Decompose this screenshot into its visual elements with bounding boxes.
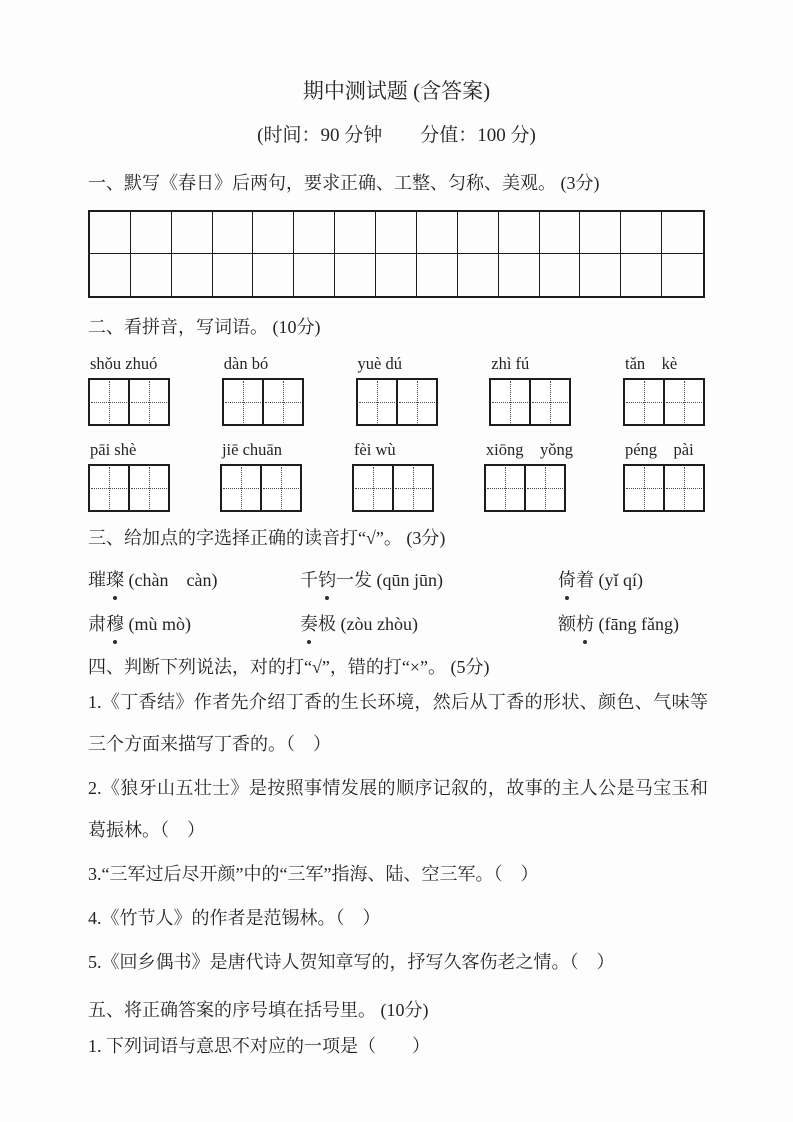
pinyin-label: jiē chuān — [221, 440, 282, 459]
tianzige-grid — [623, 378, 705, 426]
true-false-question-2: 2.《狼牙山五壮士》是按照事情发展的顺序记叙的，故事的主人公是马宝玉和葛振林。（ ） — [88, 778, 708, 840]
pinyin-word-xiongyong — [484, 440, 573, 512]
pinyin-options: (qūn jūn) — [372, 570, 443, 590]
grid-cell — [376, 212, 417, 254]
tianzige-grid — [88, 464, 170, 512]
grid-cell — [213, 254, 254, 296]
true-false-question-3: 3.“三军过后尽开颜”中的“三军”指海、陆、空三军。（ ） — [88, 864, 539, 884]
grid-cell — [335, 254, 376, 296]
grid-cell — [90, 254, 131, 296]
tian-cell — [625, 466, 665, 510]
reading-choice-line-1 — [88, 565, 708, 595]
pinyin-row-1 — [88, 354, 705, 426]
grid-cell — [499, 212, 540, 254]
tian-cell — [394, 466, 432, 510]
tianzige-grid — [484, 464, 566, 512]
tianzige-grid — [220, 464, 302, 512]
word-text: 着 — [576, 570, 594, 590]
section-2-heading: 二、看拼音，写词语。 (10分) — [88, 317, 321, 337]
tian-cell — [358, 380, 398, 424]
grid-cell — [294, 254, 335, 296]
word-text: 极 — [318, 614, 336, 634]
dotted-char: 枋 — [576, 609, 594, 639]
reading-item-yizhe — [558, 565, 708, 595]
grid-cell — [540, 212, 581, 254]
grid-cell — [172, 212, 213, 254]
pinyin-word-danbo — [222, 354, 304, 426]
grid-cell — [417, 212, 458, 254]
reading-item-sumu — [88, 609, 300, 639]
grid-cell — [580, 212, 621, 254]
reading-choice-line-2 — [88, 609, 708, 639]
pinyin-label: tǎn kè — [625, 354, 678, 373]
section-4-heading: 四、判断下列说法，对的打“√”，错的打“×”。 (5分) — [88, 657, 490, 677]
tian-cell — [625, 380, 665, 424]
grid-cell — [662, 212, 703, 254]
grid-cell — [172, 254, 213, 296]
pinyin-word-paishe — [88, 440, 170, 512]
pinyin-options: (yǐ qí) — [594, 570, 643, 590]
reading-item-cuican — [88, 565, 300, 595]
word-text: 额 — [558, 614, 576, 634]
section-5-heading: 五、将正确答案的序号填在括号里。 (10分) — [88, 1000, 429, 1020]
tian-cell — [90, 380, 130, 424]
tian-cell — [665, 380, 703, 424]
pinyin-label: fèi wù — [353, 440, 396, 459]
grid-cell — [662, 254, 703, 296]
grid-cell — [458, 254, 499, 296]
grid-cell — [131, 212, 172, 254]
true-false-question-5: 5.《回乡偶书》是唐代诗人贺知章写的，抒写久客伤老之情。（ ） — [88, 952, 615, 972]
grid-cell — [294, 212, 335, 254]
dotted-char: 钧 — [318, 565, 336, 595]
word-text: 璀 — [88, 570, 106, 590]
grid-cell — [621, 212, 662, 254]
grid-cell — [580, 254, 621, 296]
tian-cell — [491, 380, 531, 424]
pinyin-label: shǒu zhuó — [90, 354, 158, 373]
tianzige-grid — [88, 378, 170, 426]
reading-item-efang — [558, 609, 708, 639]
grid-cell — [335, 212, 376, 254]
tian-cell — [90, 466, 130, 510]
tian-cell — [224, 380, 264, 424]
tian-cell — [526, 466, 564, 510]
reading-item-qianjunyifa — [300, 565, 558, 595]
pinyin-word-jiechuan — [220, 440, 302, 512]
grid-cell — [417, 254, 458, 296]
page-title: 期中测试题 (含答案) — [302, 79, 491, 103]
dictation-writing-grid — [88, 210, 705, 298]
tian-cell — [130, 466, 168, 510]
tian-cell — [665, 466, 703, 510]
tianzige-grid — [489, 378, 571, 426]
word-text: 肃 — [88, 614, 106, 634]
pinyin-label: péng pài — [624, 440, 694, 459]
tianzige-grid — [356, 378, 438, 426]
grid-cell — [253, 212, 294, 254]
tianzige-grid — [623, 464, 705, 512]
dotted-char: 璨 — [106, 565, 124, 595]
tian-cell — [354, 466, 394, 510]
pinyin-row-2 — [88, 440, 705, 512]
true-false-question-4: 4.《竹节人》的作者是范锡林。（ ） — [88, 908, 381, 928]
grid-cell — [131, 254, 172, 296]
tian-cell — [262, 466, 300, 510]
exam-time-score-info: (时间：90 分钟 分值：100 分) — [257, 125, 536, 146]
pinyin-word-zhifu — [489, 354, 571, 426]
pinyin-word-yuedu — [356, 354, 438, 426]
tianzige-grid — [222, 378, 304, 426]
grid-cell — [253, 254, 294, 296]
section-3-heading: 三、给加点的字选择正确的读音打“√”。 (3分) — [88, 528, 446, 548]
dotted-char: 倚 — [558, 565, 576, 595]
multiple-choice-question-1: 1. 下列词语与意思不对应的一项是（ ） — [88, 1036, 430, 1056]
grid-cell — [499, 254, 540, 296]
pinyin-word-pengpai — [623, 440, 705, 512]
pinyin-options: (mù mò) — [124, 614, 191, 634]
tian-cell — [130, 380, 168, 424]
true-false-question-1: 1.《丁香结》作者先介绍丁香的生长环境，然后从丁香的形状、颜色、气味等三个方面来描写丁香的。（ ） — [88, 692, 708, 754]
pinyin-options: (fāng fǎng) — [594, 614, 679, 634]
dotted-char: 奏 — [300, 609, 318, 639]
dotted-char: 穆 — [106, 609, 124, 639]
grid-cell — [90, 212, 131, 254]
grid-cell — [458, 212, 499, 254]
pinyin-label: pāi shè — [90, 440, 137, 459]
grid-cell — [621, 254, 662, 296]
section-1-heading: 一、默写《春日》后两句，要求正确、工整、匀称、美观。 (3分) — [88, 173, 600, 193]
pinyin-label: yuè dú — [357, 354, 402, 373]
pinyin-options: (zòu zhòu) — [336, 614, 418, 634]
pinyin-word-shouzhuo — [88, 354, 170, 426]
tian-cell — [398, 380, 436, 424]
pinyin-word-feiwu — [352, 440, 434, 512]
tian-cell — [531, 380, 569, 424]
grid-cell — [213, 212, 254, 254]
pinyin-label: zhì fú — [491, 354, 530, 373]
pinyin-label: xiōng yǒng — [485, 440, 573, 459]
pinyin-options: (chàn càn) — [124, 570, 218, 590]
tian-cell — [222, 466, 262, 510]
word-text: 一发 — [336, 570, 372, 590]
tianzige-grid — [352, 464, 434, 512]
grid-cell — [540, 254, 581, 296]
tian-cell — [264, 380, 302, 424]
grid-cell — [376, 254, 417, 296]
reading-item-zouji — [300, 609, 558, 639]
pinyin-word-tanke — [623, 354, 705, 426]
word-text: 千 — [300, 570, 318, 590]
tian-cell — [486, 466, 526, 510]
pinyin-label: dàn bó — [223, 354, 269, 373]
